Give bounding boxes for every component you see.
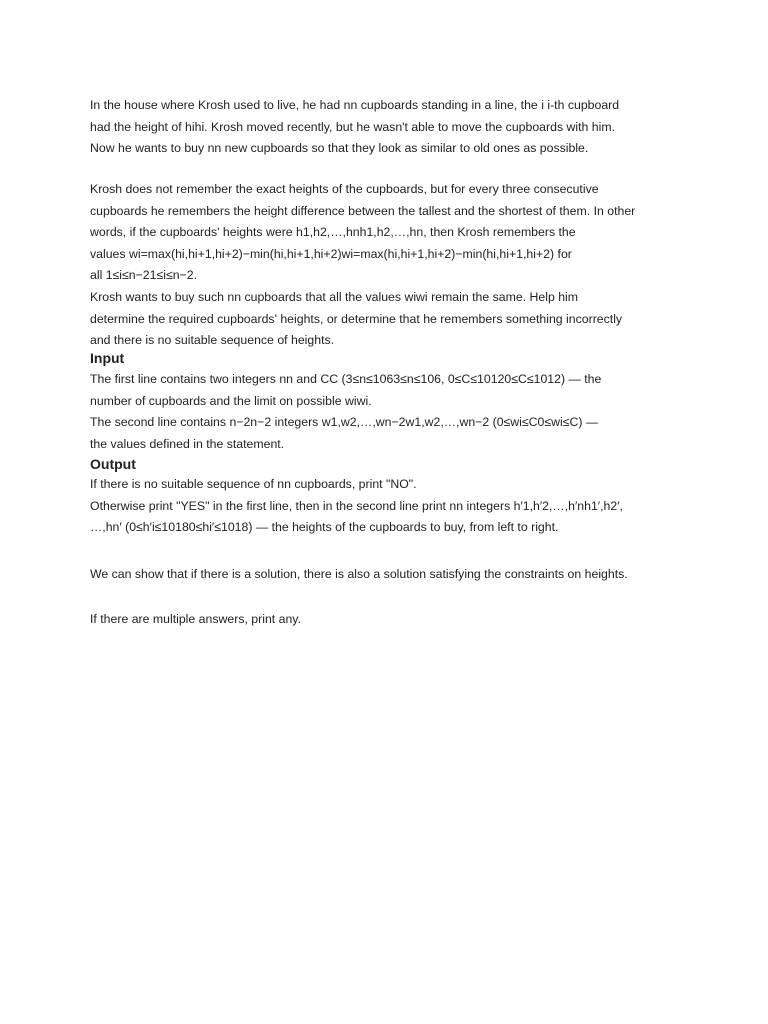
text-line: cupboards he remembers the height difference between the tallest and the shortest of them. In other <box>90 203 636 218</box>
text-line: If there is no suitable sequence of nn cupboards, print "NO". <box>90 477 417 491</box>
text-line: Now he wants to buy nn new cupboards so that they look as similar to old ones as possible. <box>90 141 589 155</box>
text-line: …,hn′ (0≤h′i≤10180≤hi′≤1018) — the heights of the cupboards to buy, from left to right. <box>90 520 559 534</box>
text-line: words, if the cupboards' heights were h1,h2,…,hnh1,h2,…,hn, then Krosh remembers the <box>90 225 576 239</box>
text-line: If there are multiple answers, print any. <box>90 612 301 626</box>
text-line: The first line contains two integers nn and CC (3≤n≤1063≤n≤106, 0≤C≤10120≤C≤1012) — the <box>90 372 602 386</box>
text-line: had the height of hihi. Krosh moved recently, but he wasn't able to move the cupboards with him. <box>90 119 616 134</box>
text-line: the values defined in the statement. <box>90 436 285 451</box>
note-solution-paragraph <box>90 564 690 586</box>
text-line: and there is no suitable sequence of heights. <box>90 333 335 347</box>
task-paragraph <box>90 287 690 352</box>
output-heading: Output <box>90 456 136 472</box>
text-line: values wi=max(hi,hi+1,hi+2)−min(hi,hi+1,hi+2)wi=max(hi,hi+1,hi+2)−min(hi,hi+1,hi+2) for <box>90 246 572 261</box>
text-line: Krosh does not remember the exact heights of the cupboards, but for every three consecutive <box>90 182 599 196</box>
note-multiple-paragraph <box>90 609 690 631</box>
text-line: number of cupboards and the limit on possible wiwi. <box>90 393 372 408</box>
text-line: In the house where Krosh used to live, he had nn cupboards standing in a line, the i i-th cupboard <box>90 98 620 112</box>
text-line: Krosh wants to buy such nn cupboards that all the values wiwi remain the same. Help him <box>90 290 579 304</box>
text-line: The second line contains n−2n−2 integers w1,w2,…,wn−2w1,w2,…,wn−2 (0≤wi≤C0≤wi≤C) — <box>90 415 599 429</box>
output-paragraph <box>90 474 690 539</box>
text-line: determine the required cupboards' heights, or determine that he remembers something incorrectly <box>90 311 623 326</box>
text-line: all 1≤i≤n−21≤i≤n−2. <box>90 268 197 282</box>
memory-paragraph <box>90 179 690 287</box>
input-paragraph <box>90 369 690 455</box>
input-heading: Input <box>90 350 125 366</box>
text-line: We can show that if there is a solution, there is also a solution satisfying the constraints on heights. <box>90 567 628 581</box>
text-line: Otherwise print "YES" in the first line, then in the second line print nn integers h′1,h′2,…,h′nh1′,h2′, <box>90 498 623 513</box>
intro-paragraph <box>90 95 690 160</box>
